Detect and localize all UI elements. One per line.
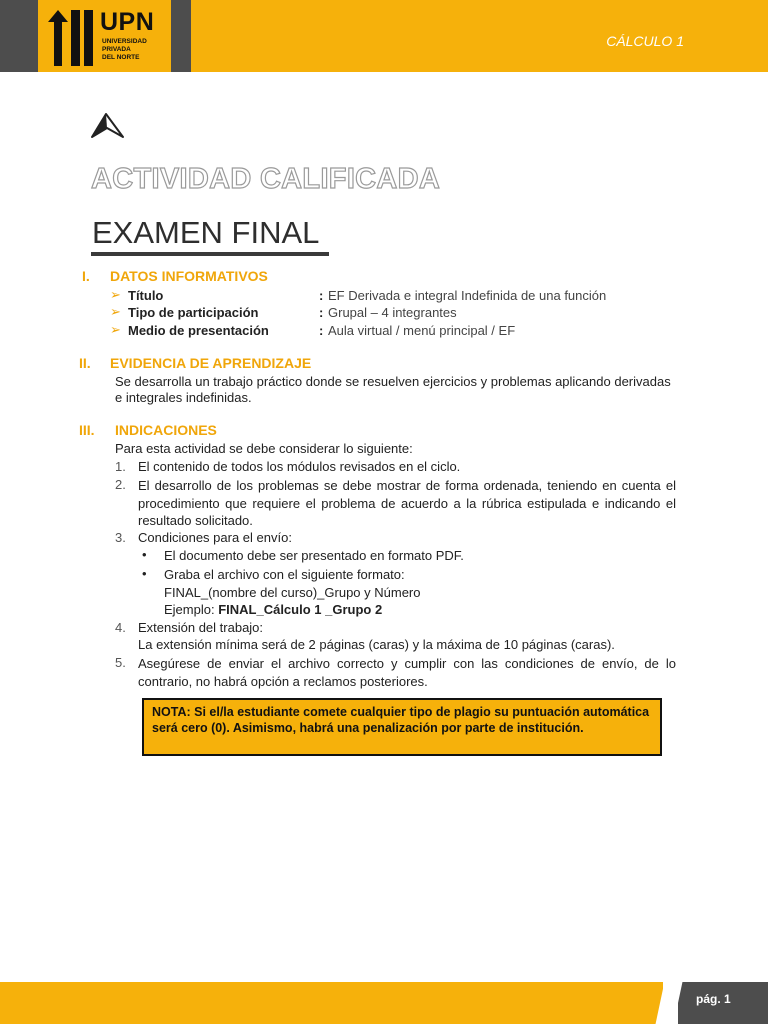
section-number: II. xyxy=(79,355,91,371)
list-number: 5. xyxy=(115,655,126,670)
logo-line: PRIVADA xyxy=(102,46,131,53)
course-name: CÁLCULO 1 xyxy=(606,33,684,49)
page-title: EXAMEN FINAL xyxy=(92,215,320,250)
footer-band xyxy=(0,982,663,1024)
info-value: Grupal – 4 integrantes xyxy=(328,305,457,320)
extension-text: La extensión mínima será de 2 páginas (caras) y la máxima de 10 páginas (caras). xyxy=(138,637,615,652)
navigation-arrow-icon xyxy=(90,112,126,140)
arrow-bullet-icon: ➢ xyxy=(110,322,121,337)
info-label: Tipo de participación xyxy=(128,305,259,320)
logo-text: UPN xyxy=(100,8,155,36)
logo-subtitle xyxy=(102,38,147,62)
info-value: Aula virtual / menú principal / EF xyxy=(328,323,516,338)
list-item: Asegúrese de enviar el archivo correcto y cumplir con las condiciones de envío, de lo contrario, no habrá opción a reclamos posteriores. xyxy=(138,656,676,689)
info-colon: : xyxy=(319,305,324,320)
info-label: Medio de presentación xyxy=(128,323,269,338)
info-colon: : xyxy=(319,323,324,338)
list-item: El desarrollo de los problemas se debe mostrar de forma ordenada, teniendo en cuenta el procedimiento que requiere el problema de acuerdo a la rúbrica estipulada e indicando el resultado solicitado. xyxy=(138,478,676,528)
bullet-dot-icon: • xyxy=(142,566,147,581)
info-value: EF Derivada e integral Indefinida de una función xyxy=(328,288,607,303)
section-number: III. xyxy=(79,422,95,438)
list-item: El contenido de todos los módulos revisados en el ciclo. xyxy=(138,459,461,474)
info-colon: : xyxy=(319,288,324,303)
list-item: Condiciones para el envío: xyxy=(138,530,292,545)
header-divider xyxy=(171,0,191,72)
logo-line: DEL NORTE xyxy=(102,54,140,61)
list-number: 2. xyxy=(115,477,126,492)
info-label: Título xyxy=(128,288,164,303)
section-title: DATOS INFORMATIVOS xyxy=(110,268,268,284)
section-text: Se desarrolla un trabajo práctico donde se resuelven ejercicios y problemas aplicando derivadas e integrales indefinidas. xyxy=(115,374,671,405)
bullet-item: El documento debe ser presentado en formato PDF. xyxy=(164,548,464,563)
list-number: 3. xyxy=(115,530,126,545)
upn-logo-icon xyxy=(44,6,100,68)
page-number: pág. 1 xyxy=(696,992,731,1006)
arrow-bullet-icon: ➢ xyxy=(110,304,121,319)
example-value: FINAL_Cálculo 1 _Grupo 2 xyxy=(218,602,383,617)
list-number: 1. xyxy=(115,459,126,474)
plagiarism-note: NOTA: Si el/la estudiante comete cualquier tipo de plagio su puntuación automática será cero (0). Asimismo, habrá una penalización por parte de institución. xyxy=(142,698,662,756)
header-left-bar xyxy=(0,0,38,72)
title-underline xyxy=(91,252,329,256)
list-number: 4. xyxy=(115,620,126,635)
format-line: FINAL_(nombre del curso)_Grupo y Número xyxy=(164,585,421,600)
example-line xyxy=(164,602,382,618)
bullet-item: Graba el archivo con el siguiente formato: xyxy=(164,567,405,582)
arrow-bullet-icon: ➢ xyxy=(110,287,121,302)
activity-label: ACTIVIDAD CALIFICADA xyxy=(91,163,441,195)
section-intro: Para esta actividad se debe considerar lo siguiente: xyxy=(115,441,413,456)
list-item: Extensión del trabajo: xyxy=(138,620,264,635)
section-title: EVIDENCIA DE APRENDIZAJE xyxy=(110,355,312,371)
bullet-dot-icon: • xyxy=(142,547,147,562)
example-label: Ejemplo: xyxy=(164,602,219,617)
logo-line: UNIVERSIDAD xyxy=(102,38,147,45)
section-number: I. xyxy=(82,268,90,284)
section-title: INDICACIONES xyxy=(115,422,217,438)
